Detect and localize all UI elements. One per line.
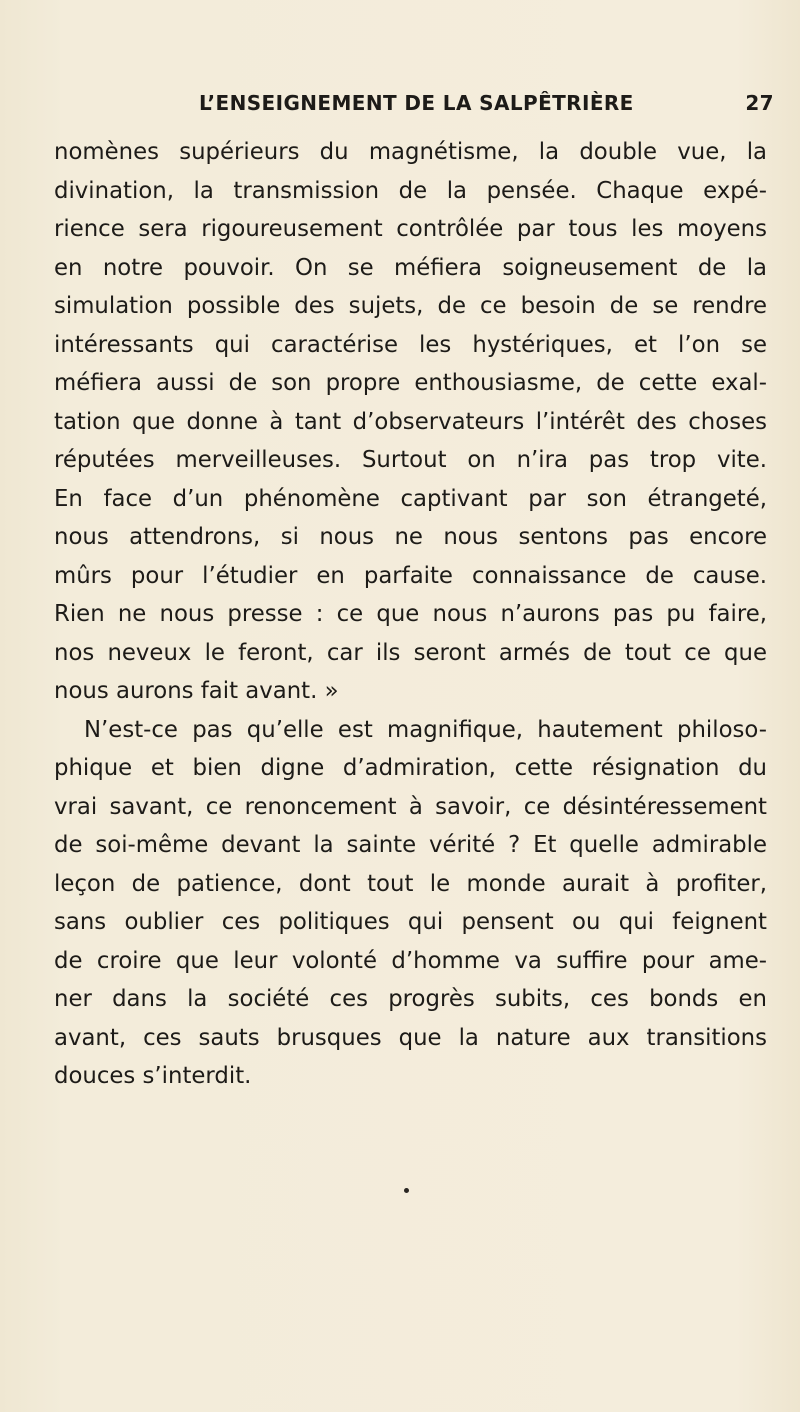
text-line: réputées merveilleuses. Surtout on n’ira pas trop vite. [54,447,767,473]
text-line: rience sera rigoureusement contrôlée par tous les moyens [54,216,767,242]
paragraph-start-line: N’est-ce pas qu’elle est magnifique, hautement philoso- [84,716,767,743]
text-line: leçon de patience, dont tout le monde aurait à profiter, [54,870,767,897]
text-line: en notre pouvoir. On se méfiera soigneusement de la [54,254,767,281]
text-line: vrai savant, ce renoncement à savoir, ce désintéressement [54,793,767,820]
text-line: tation que donne à tant d’observateurs l’intérêt des choses [54,408,767,435]
text-line: nous attendrons, si nous ne nous sentons pas encore [54,524,767,550]
ink-speck [404,1188,409,1193]
text-line: ner dans la société ces progrès subits, ces bonds en [54,986,767,1012]
text-line: de soi-même devant la sainte vérité ? Et quelle admirable [54,832,767,858]
text-line: simulation possible des sujets, de ce besoin de se rendre [54,293,767,319]
text-line: de croire que leur volonté d’homme va suffire pour ame- [54,947,767,974]
text-line: nos neveux le feront, car ils seront armés de tout ce que [54,639,767,666]
text-line: avant, ces sauts brusques que la nature aux transitions [54,1024,767,1051]
page-number: 27 [745,91,774,115]
paragraph-end-line: nous aurons fait avant. » [54,678,339,704]
text-line: nomènes supérieurs du magnétisme, la double vue, la [54,139,767,165]
text-line: En face d’un phénomène captivant par son étrangeté, [54,485,767,512]
text-line: phique et bien digne d’admiration, cette résignation du [54,755,767,781]
text-line: méfiera aussi de son propre enthousiasme, de cette exal- [54,370,767,396]
text-line: sans oublier ces politiques qui pensent ou qui feignent [54,909,767,935]
text-line: mûrs pour l’étudier en parfaite connaissance de cause. [54,562,767,589]
paragraph-end-line: douces s’interdit. [54,1063,252,1089]
running-header [199,91,774,119]
text-line: divination, la transmission de la pensée. Chaque expé- [54,177,767,204]
text-line: intéressants qui caractérise les hystériques, et l’on se [54,331,767,358]
text-line: Rien ne nous presse : ce que nous n’aurons pas pu faire, [54,601,767,627]
body-text [54,133,767,1096]
running-title: L’ENSEIGNEMENT DE LA SALPÊTRIÈRE [199,91,634,115]
